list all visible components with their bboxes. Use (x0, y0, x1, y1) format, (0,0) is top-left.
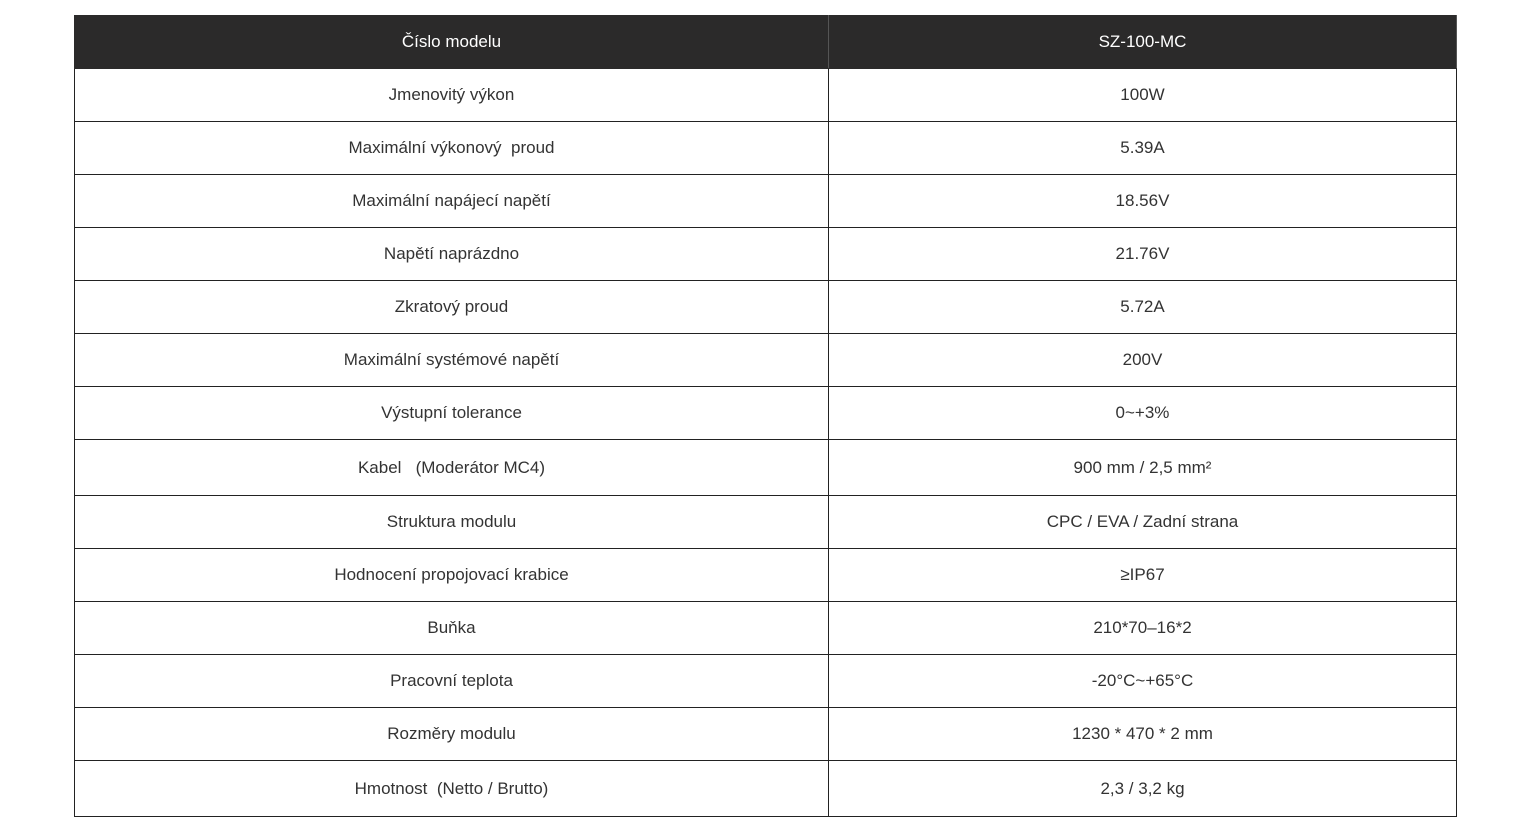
row-value: 210*70–16*2 (829, 602, 1457, 655)
row-value: 5.72A (829, 281, 1457, 334)
table-row (75, 122, 1457, 175)
row-label: Rozměry modulu (75, 708, 829, 761)
row-label: Zkratový proud (75, 281, 829, 334)
row-label: Hodnocení propojovací krabice (75, 549, 829, 602)
row-value: CPC / EVA / Zadní strana (829, 496, 1457, 549)
table-row (75, 175, 1457, 228)
table-row (75, 496, 1457, 549)
table-row (75, 602, 1457, 655)
row-value: 21.76V (829, 228, 1457, 281)
row-value: 900 mm / 2,5 mm² (829, 440, 1457, 496)
row-label: Jmenovitý výkon (75, 69, 829, 122)
row-value: 18.56V (829, 175, 1457, 228)
table-row (75, 387, 1457, 440)
row-value: 200V (829, 334, 1457, 387)
row-label: Maximální systémové napětí (75, 334, 829, 387)
row-label: Buňka (75, 602, 829, 655)
header-label-cell: Číslo modelu (75, 16, 829, 69)
table-row (75, 281, 1457, 334)
table-row (75, 761, 1457, 817)
row-value: 1230 * 470 * 2 mm (829, 708, 1457, 761)
row-label: Hmotnost (Netto / Brutto) (75, 761, 829, 817)
table-row (75, 549, 1457, 602)
row-label: Kabel (Moderátor MC4) (75, 440, 829, 496)
row-value: -20°C~+65°C (829, 655, 1457, 708)
table-header-row (75, 16, 1457, 69)
row-label: Výstupní tolerance (75, 387, 829, 440)
row-value: 5.39A (829, 122, 1457, 175)
spec-table (74, 15, 1457, 817)
row-label: Struktura modulu (75, 496, 829, 549)
table-row (75, 334, 1457, 387)
row-label: Maximální výkonový proud (75, 122, 829, 175)
row-value: 2,3 / 3,2 kg (829, 761, 1457, 817)
table-row (75, 655, 1457, 708)
row-value: 0~+3% (829, 387, 1457, 440)
row-label: Napětí naprázdno (75, 228, 829, 281)
row-value: ≥IP67 (829, 549, 1457, 602)
table-row (75, 440, 1457, 496)
row-label: Maximální napájecí napětí (75, 175, 829, 228)
table-row (75, 228, 1457, 281)
row-value: 100W (829, 69, 1457, 122)
header-value-cell: SZ-100-MC (829, 16, 1457, 69)
table-row (75, 69, 1457, 122)
row-label: Pracovní teplota (75, 655, 829, 708)
table-row (75, 708, 1457, 761)
